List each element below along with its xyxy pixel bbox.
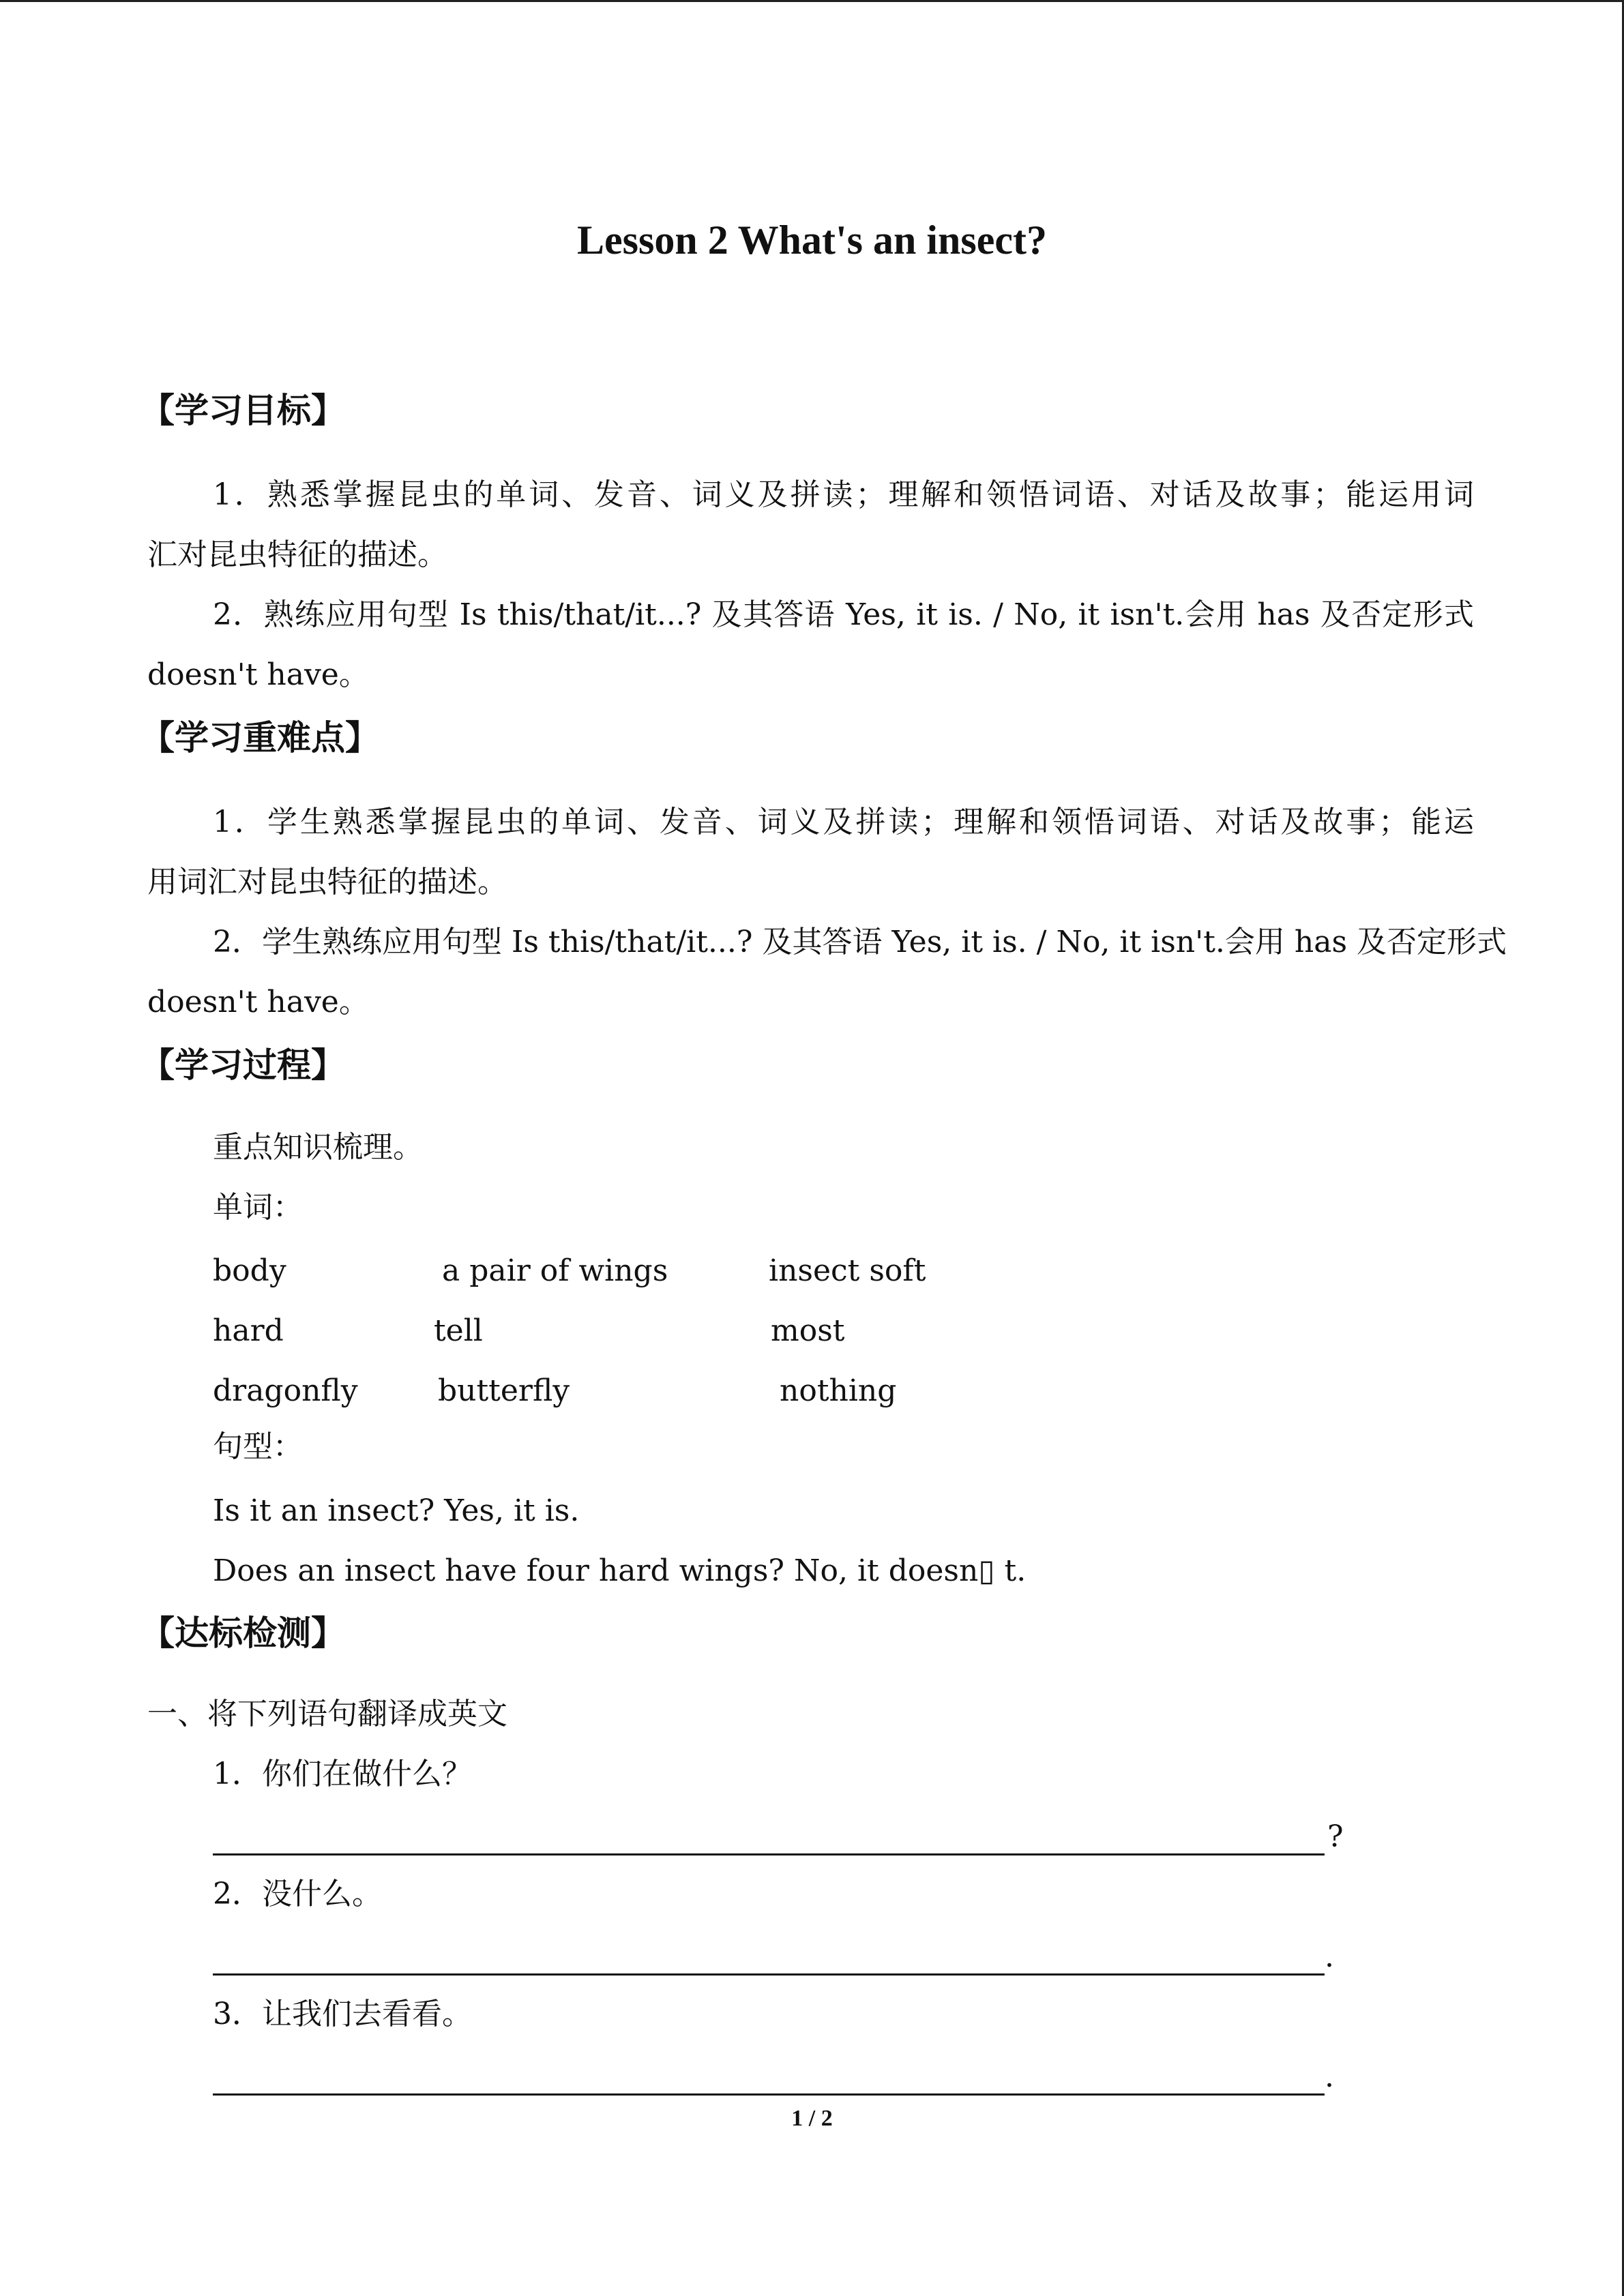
section-heading-goals: 【学习目标】 bbox=[141, 391, 345, 430]
sentence-pattern-1: Is it an insect? Yes, it is. bbox=[213, 1493, 580, 1528]
page-number: 1 / 2 bbox=[791, 2106, 833, 2131]
question-2-end-punct: . bbox=[1325, 1939, 1334, 1974]
question-3-prompt: 3．让我们去看看。 bbox=[213, 1997, 472, 2031]
goal-item-2-line1: 2．熟练应用句型 Is this/that/it...? 及其答语 Yes, it is. / No, it isn't.会用 has 及否定形式 bbox=[213, 597, 1474, 632]
question-3-answer-line[interactable] bbox=[213, 2093, 1325, 2096]
question-2-prompt: 2．没什么。 bbox=[213, 1877, 382, 1911]
word-cell: body bbox=[213, 1253, 286, 1288]
word-cell: hard bbox=[213, 1313, 284, 1348]
word-cell: butterfly bbox=[438, 1373, 570, 1408]
goal-item-2-line2: doesn't have。 bbox=[147, 657, 369, 692]
sentences-label: 句型： bbox=[213, 1429, 303, 1464]
sentence-pattern-2: Does an insect have four hard wings? No, it doesn▯ t. bbox=[213, 1553, 1027, 1588]
goal-item-1-line1: 1．熟悉掌握昆虫的单词、发音、词义及拼读；理解和领悟词语、对话及故事；能运用词 bbox=[213, 477, 1474, 512]
document-title: Lesson 2 What's an insect? bbox=[576, 218, 1047, 263]
key-point-item-1-line2: 用词汇对昆虫特征的描述。 bbox=[147, 865, 507, 899]
key-point-item-1-line1: 1．学生熟悉掌握昆虫的单词、发音、词义及拼读；理解和领悟词语、对话及故事；能运 bbox=[213, 805, 1474, 839]
word-cell: a pair of wings bbox=[442, 1253, 668, 1288]
question-1-answer-line[interactable] bbox=[213, 1853, 1325, 1855]
word-cell: dragonfly bbox=[213, 1373, 358, 1408]
question-3-end-punct: . bbox=[1325, 2059, 1334, 2094]
word-cell: most bbox=[771, 1313, 845, 1348]
exercise-part-title: 一、将下列语句翻译成英文 bbox=[147, 1697, 507, 1731]
word-cell: nothing bbox=[780, 1373, 897, 1408]
section-heading-key-points: 【学习重难点】 bbox=[141, 718, 379, 758]
words-label: 单词： bbox=[213, 1190, 303, 1225]
process-intro: 重点知识梳理。 bbox=[213, 1130, 423, 1165]
question-2-answer-line[interactable] bbox=[213, 1973, 1325, 1976]
page-top-border bbox=[0, 0, 1624, 2]
section-heading-process: 【学习过程】 bbox=[141, 1045, 345, 1085]
key-point-item-2-line1: 2．学生熟练应用句型 Is this/that/it...? 及其答语 Yes, it is. / No, it isn't.会用 has 及否定形式 bbox=[213, 925, 1507, 959]
question-1-prompt: 1．你们在做什么？ bbox=[213, 1757, 472, 1791]
question-1-end-punct: ? bbox=[1327, 1819, 1344, 1854]
word-cell: insect soft bbox=[769, 1253, 926, 1288]
key-point-item-2-line2: doesn't have。 bbox=[147, 985, 369, 1019]
word-cell: tell bbox=[434, 1313, 483, 1348]
goal-item-1-line2: 汇对昆虫特征的描述。 bbox=[147, 537, 447, 572]
section-heading-check: 【达标检测】 bbox=[141, 1613, 345, 1653]
